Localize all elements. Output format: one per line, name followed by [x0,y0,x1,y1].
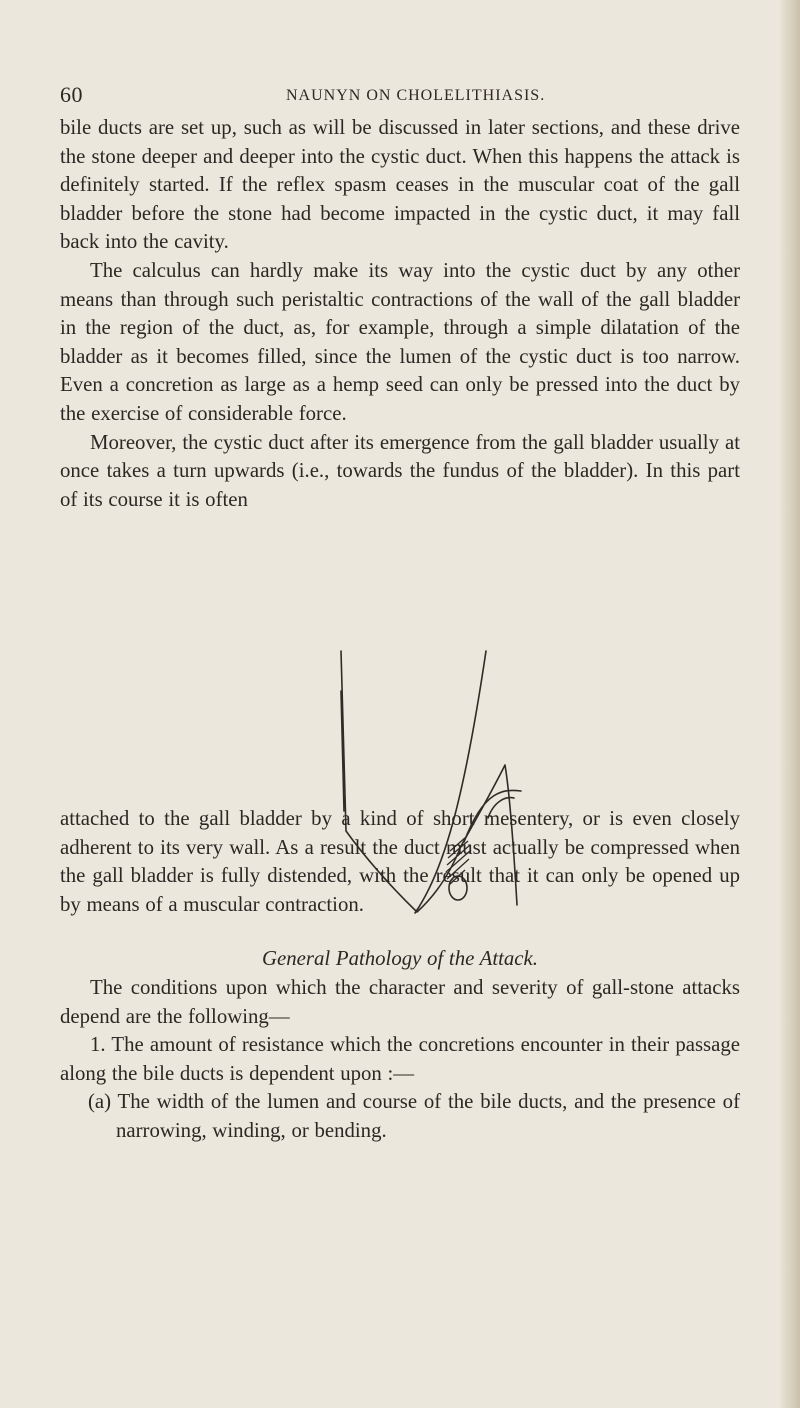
paragraph-1: bile ducts are set up, such as will be discussed in later sections, and these drive the stone deeper and deeper into the cystic duct. When this happens the attack is definitely started. If the reflex spasm ceases in the muscular coat of the gall bladder before the stone had become impacted in the cystic duct, it may fall back into the cavity. [60,116,740,254]
running-head: NAUNYN ON CHOLELITHIASIS. [286,87,546,104]
paragraph-5: The conditions upon which the character and severity of gall-stone attacks depend are the following— [60,975,740,1028]
text-block-bottom [60,805,740,1146]
page-header [60,82,740,112]
paragraph-2: The calculus can hardly make its way into the cystic duct by any other means than through such peristaltic contractions of the wall of the gall bladder in the region of the duct, as, for example, through a simple dilatation of the bladder as it becomes filled, since the lumen of the cystic duct is too narrow. Even a concretion as large as a hemp seed can only be pressed into the duct by the exercise of considerable force. [60,258,740,425]
paragraph-4: attached to the gall bladder by a kind of short mesentery, or is even closely adherent to its very wall. As a result the duct must actually be compressed when the gall bladder is fully distended, with the result that it can only be opened up by means of a muscular contraction. [60,807,740,916]
page-edge [780,0,800,1408]
list-item-1a: (a) The width of the lumen and course of the bile ducts, and the presence of narrowing, winding, or bending. [88,1090,740,1142]
section-title: General Pathology of the Attack. [262,947,538,971]
list-item-1: 1. The amount of resistance which the concretions encounter in their passage along the bile ducts is dependent upon :— [60,1033,740,1085]
page-number: 60 [60,82,83,107]
text-block-top [60,114,740,514]
paragraph-3: Moreover, the cystic duct after its emergence from the gall bladder usually at once takes a turn upwards (i.e., towards the fundus of the bladder). In this part of its course it is often [60,430,740,511]
